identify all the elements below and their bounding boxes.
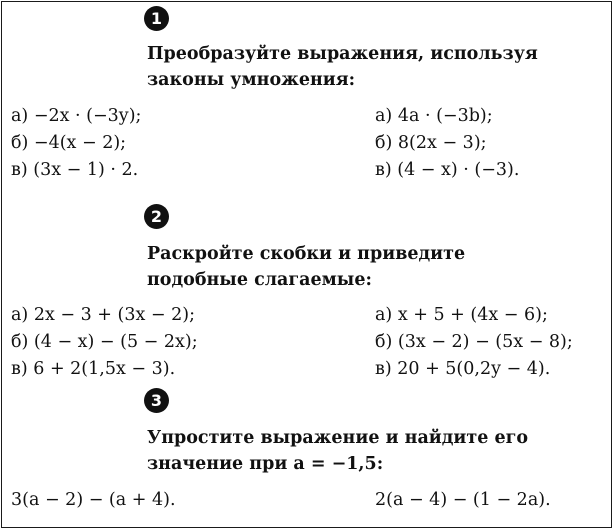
exercise-number-badge: 2 — [144, 204, 169, 229]
task-item: в) (3x − 1) · 2. — [11, 160, 139, 180]
task-item: в) 6 + 2(1,5x − 3). — [11, 359, 176, 379]
exercise-instruction: Раскройте скобки и приведите — [147, 244, 466, 264]
task-item: а) x + 5 + (4x − 6); — [375, 305, 548, 325]
task-item: а) 2x − 3 + (3x − 2); — [11, 305, 196, 325]
task-item: а) 4a · (−3b); — [375, 106, 493, 126]
task-item: б) (4 − x) − (5 − 2x); — [11, 332, 198, 352]
task-item: б) −4(x − 2); — [11, 133, 127, 153]
task-item: б) (3x − 2) − (5x − 8); — [375, 332, 573, 352]
task-item: в) 20 + 5(0,2y − 4). — [375, 359, 551, 379]
exercise-instruction: законы умножения: — [147, 70, 356, 90]
exercise-instruction: Преобразуйте выражения, используя — [147, 44, 538, 64]
exercise-number-badge: 3 — [144, 388, 169, 413]
exercise-instruction: подобные слагаемые: — [147, 270, 372, 290]
task-item: в) (4 − x) · (−3). — [375, 160, 520, 180]
task-item: б) 8(2x − 3); — [375, 133, 487, 153]
task-item: 3(a − 2) − (a + 4). — [11, 490, 176, 510]
task-item: а) −2x · (−3y); — [11, 106, 142, 126]
exercise-instruction: Упростите выражение и найдите его — [147, 428, 529, 448]
exercise-number-badge: 1 — [144, 6, 169, 31]
exercise-instruction: значение при a = −1,5: — [147, 454, 384, 474]
task-item: 2(a − 4) − (1 − 2a). — [375, 490, 551, 510]
